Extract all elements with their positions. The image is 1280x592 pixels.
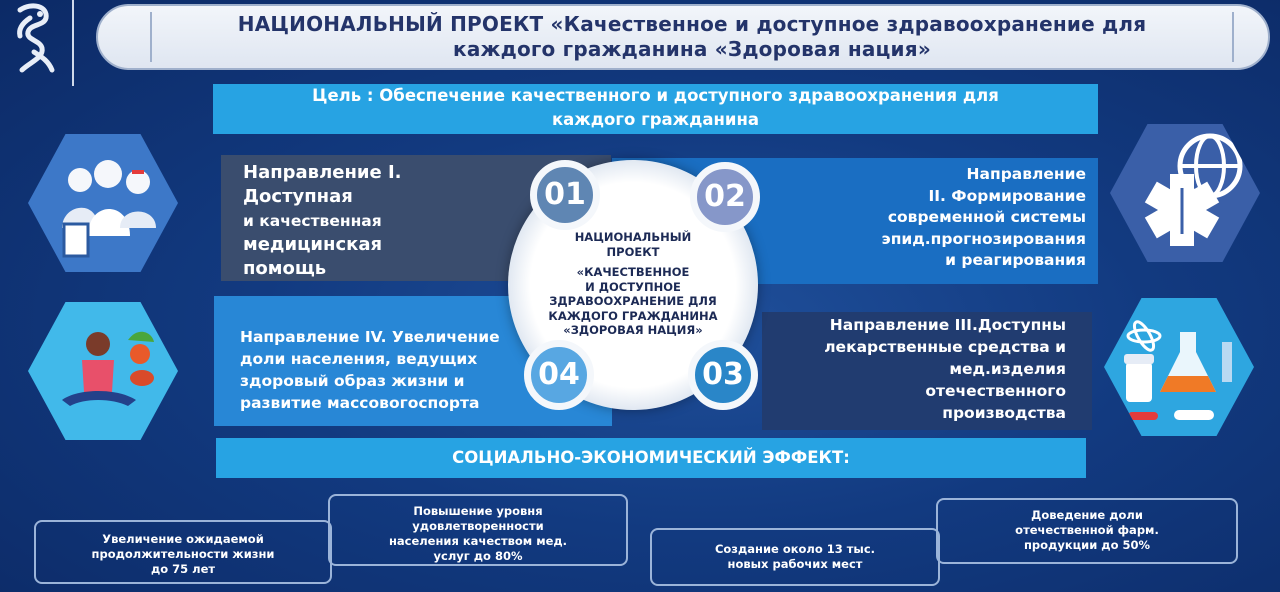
- direction-3-panel: Направление III.Доступны лекарственные средства и мед.изделия отечественного производства: [762, 312, 1092, 430]
- direction-2-panel: Направление II. Формирование современной системы эпид.прогнозирования и реагирования: [612, 158, 1098, 284]
- effect-banner: СОЦИАЛЬНО-ЭКОНОМИЧЕСКИЙ ЭФФЕКТ:: [216, 438, 1086, 478]
- effect-jobs: Создание около 13 тыс. новых рабочих мест: [650, 528, 940, 586]
- effect-satisfaction: Повышение уровня удовлетворенности населения качеством мед. услуг до 80%: [328, 494, 628, 566]
- healthy-lifestyle-yoga-icon: [28, 296, 178, 446]
- logo-emblem-icon: [0, 0, 72, 84]
- direction-number-01: 01: [530, 160, 600, 230]
- effect-life-expectancy: Увеличение ожидаемой продолжительности жизни до 75 лет: [34, 520, 332, 584]
- direction-number-03: 03: [688, 340, 758, 410]
- direction-number-04: 04: [524, 340, 594, 410]
- direction-number-02: 02: [690, 162, 760, 232]
- direction-1-panel: Направление I. Доступная и качественная медицинская помощь: [221, 155, 611, 281]
- goal-banner: Цель : Обеспечение качественного и доступного здравоохранения для каждого гражданина: [213, 84, 1098, 134]
- effect-domestic-pharma: Доведение доли отечественной фарм. продукции до 50%: [936, 498, 1238, 564]
- pharmacy-lab-icon: [1104, 292, 1254, 442]
- header-divider: [72, 0, 74, 86]
- center-project-title: НАЦИОНАЛЬНЫЙ ПРОЕКТ «КАЧЕСТВЕННОЕ И ДОСТУПНОЕ ЗДРАВООХРАНЕНИЕ ДЛЯ КАЖДОГО ГРАЖДАНИНА «ЗДОРОВАЯ НАЦИЯ»: [548, 230, 718, 337]
- page-title: НАЦИОНАЛЬНЫЙ ПРОЕКТ «Качественное и доступное здравоохранение для каждого гражданина «Здоровая нация»: [150, 12, 1234, 62]
- title-banner: [96, 4, 1270, 70]
- medical-staff-icon: [28, 128, 178, 278]
- globe-medical-star-icon: [1110, 118, 1260, 268]
- direction-4-panel: Направление IV. Увеличение доли населения, ведущих здоровый образ жизни и развитие массовогоспорта: [214, 296, 612, 426]
